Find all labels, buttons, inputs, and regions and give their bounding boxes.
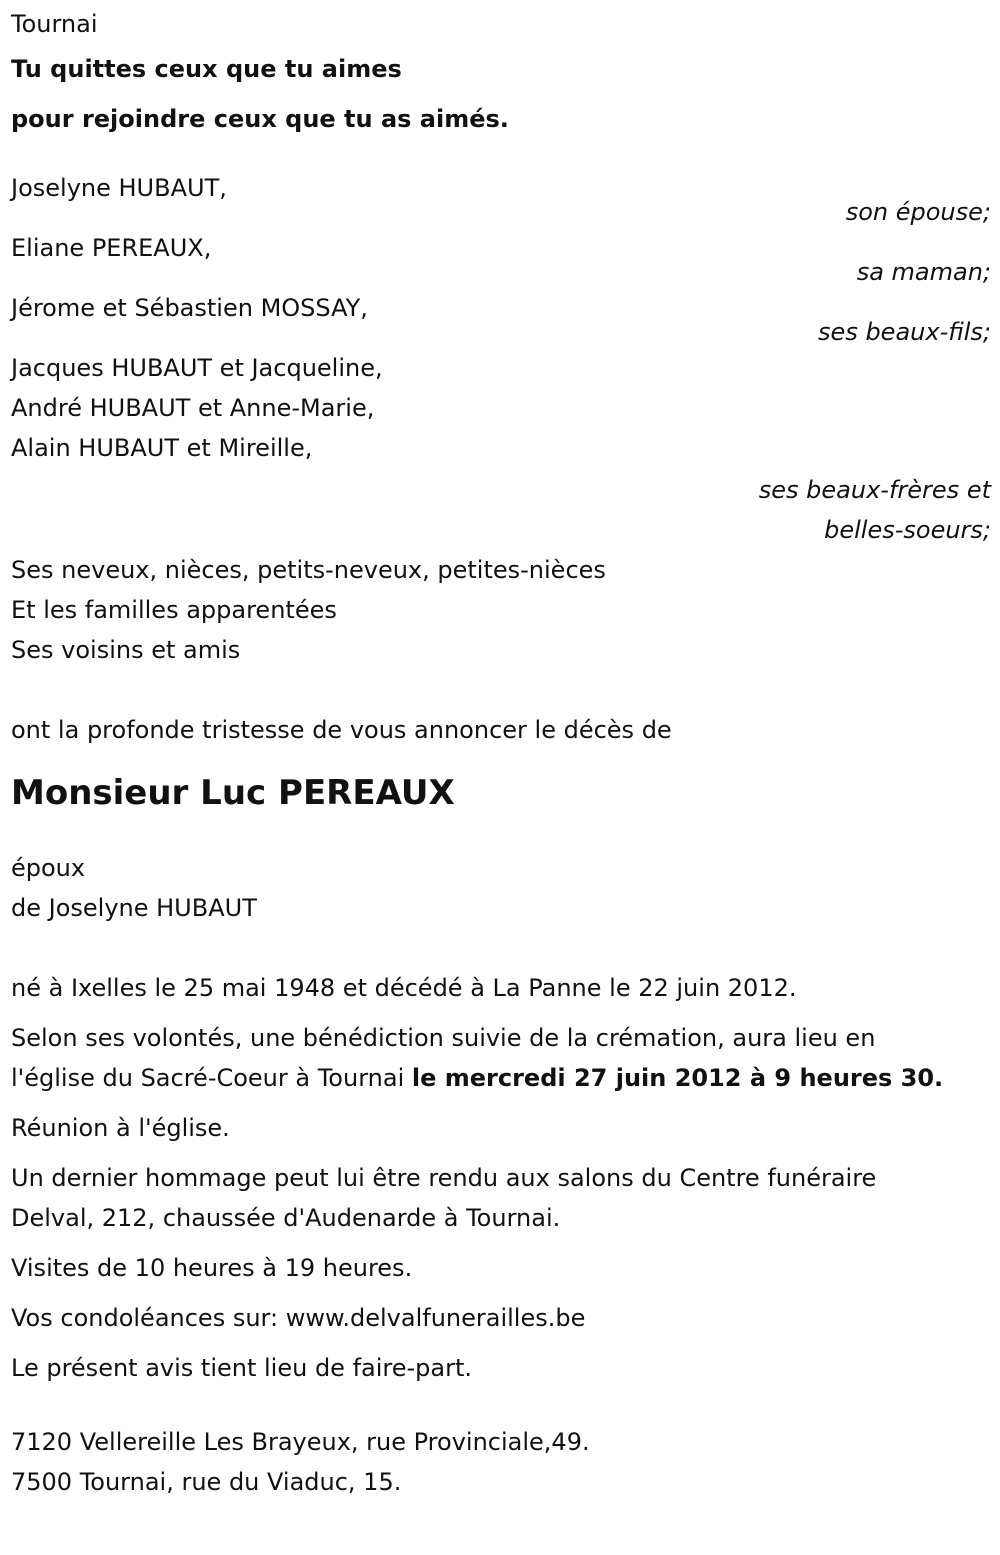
ceremony-line: Selon ses volontés, une bénédiction suivie de la crémation, aura lieu en bbox=[11, 1024, 876, 1052]
address-line: 7500 Tournai, rue du Viaduc, 15. bbox=[11, 1468, 402, 1496]
family-relation: ses beaux-fils; bbox=[818, 318, 991, 346]
ceremony-place: l'église du Sacré-Coeur à Tournai bbox=[11, 1064, 412, 1092]
city: Tournai bbox=[11, 10, 98, 38]
condolences-text: Vos condoléances sur: www.delvalfunerailles.be bbox=[11, 1304, 586, 1332]
spouse-line: de Joselyne HUBAUT bbox=[11, 894, 257, 922]
family-name: Joselyne HUBAUT, bbox=[11, 174, 227, 202]
spouse-line: époux bbox=[11, 854, 86, 882]
addresses bbox=[11, 1422, 991, 1502]
relatives-line: Ses neveux, nièces, petits-neveux, petites-nièces bbox=[11, 556, 606, 584]
family-relation: belles-soeurs; bbox=[824, 516, 991, 544]
obituary-notice bbox=[11, 4, 991, 1502]
condolences bbox=[11, 1298, 991, 1338]
family-entry bbox=[11, 228, 991, 292]
family-name: Alain HUBAUT et Mireille, bbox=[11, 434, 313, 462]
notice bbox=[11, 1348, 991, 1388]
family-name: André HUBAUT et Anne-Marie, bbox=[11, 394, 375, 422]
relatives-line: Et les familles apparentées bbox=[11, 596, 337, 624]
family-entry bbox=[11, 168, 991, 232]
motto-line: pour rejoindre ceux que tu as aimés. bbox=[11, 105, 509, 133]
visits-text: Visites de 10 heures à 19 heures. bbox=[11, 1254, 413, 1282]
relatives-line: Ses voisins et amis bbox=[11, 636, 241, 664]
notice-text: Le présent avis tient lieu de faire-part. bbox=[11, 1354, 473, 1382]
family-relation: son épouse; bbox=[845, 198, 991, 226]
birth-death-text: né à Ixelles le 25 mai 1948 et décédé à La Panne le 22 juin 2012. bbox=[11, 974, 797, 1002]
reunion-text: Réunion à l'église. bbox=[11, 1114, 230, 1142]
family-name: Eliane PEREAUX, bbox=[11, 234, 212, 262]
family-entry bbox=[11, 348, 991, 550]
other-relatives bbox=[11, 550, 991, 670]
announcement: ont la profonde tristesse de vous annoncer le décès de bbox=[11, 716, 672, 744]
birth-death bbox=[11, 968, 991, 1008]
hommage-line: Delval, 212, chaussée d'Audenarde à Tournai. bbox=[11, 1204, 561, 1232]
family-relation: sa maman; bbox=[856, 258, 991, 286]
visits bbox=[11, 1248, 991, 1288]
ceremony-date: le mercredi 27 juin 2012 à 9 heures 30. bbox=[411, 1064, 944, 1092]
ceremony-info bbox=[11, 1018, 991, 1098]
family-name: Jérome et Sébastien MOSSAY, bbox=[11, 294, 368, 322]
deceased-name: Monsieur Luc PEREAUX bbox=[11, 773, 455, 813]
motto bbox=[11, 44, 991, 144]
family-relation: ses beaux-frères et bbox=[758, 476, 991, 504]
family-list bbox=[11, 168, 991, 550]
hommage bbox=[11, 1158, 991, 1238]
family-entry bbox=[11, 288, 991, 352]
reunion bbox=[11, 1108, 991, 1148]
ceremony-line bbox=[11, 1058, 991, 1098]
address-line: 7120 Vellereille Les Brayeux, rue Provinciale,49. bbox=[11, 1428, 590, 1456]
hommage-line: Un dernier hommage peut lui être rendu aux salons du Centre funéraire bbox=[11, 1164, 877, 1192]
family-name: Jacques HUBAUT et Jacqueline, bbox=[11, 354, 383, 382]
spouse-info bbox=[11, 848, 991, 928]
motto-line: Tu quittes ceux que tu aimes bbox=[11, 55, 402, 83]
